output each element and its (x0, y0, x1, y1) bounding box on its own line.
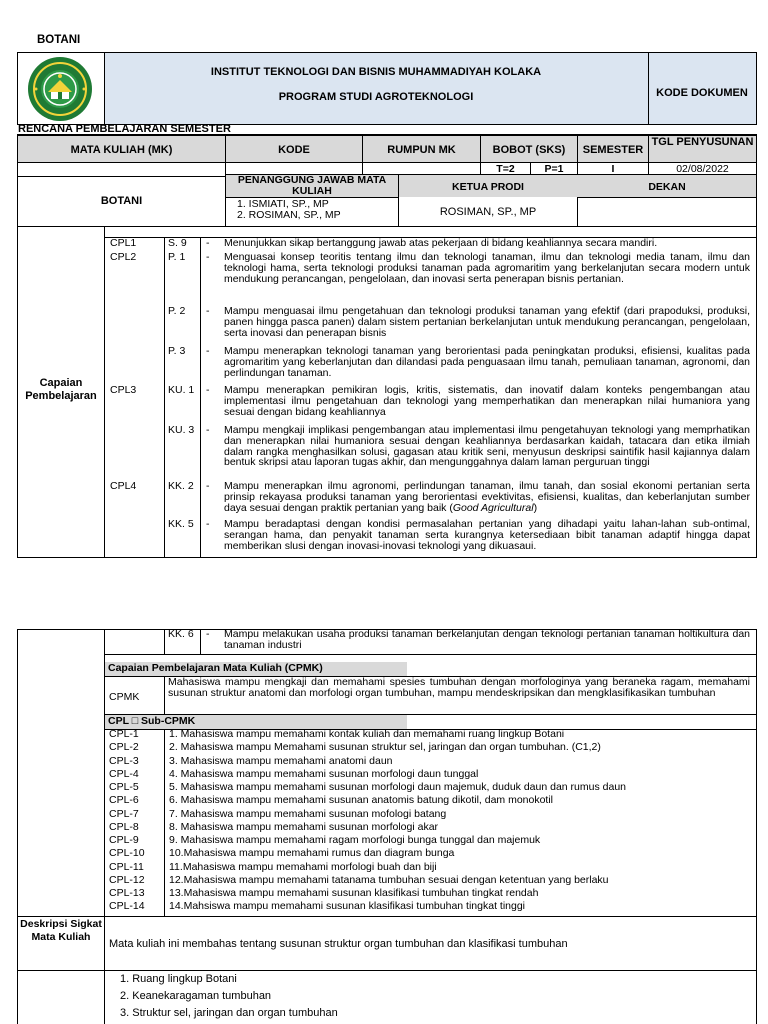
semester-value: I (611, 163, 615, 175)
cpl-code: S. 9 (168, 237, 187, 249)
cpl-text (224, 252, 750, 284)
ketua-prodi-header: KETUA PRODI (452, 181, 524, 193)
cpl-text (224, 346, 750, 378)
subcpmk-cpl: CPL-1 (109, 728, 139, 740)
subcpmk-cpl: CPL-7 (109, 807, 139, 820)
bullet-dash: - (206, 424, 210, 436)
subcpmk-text: 8. Mahasiswa mampu memahami susunan morfologi akar (169, 820, 439, 833)
cpl-text (224, 425, 750, 468)
col-rumpun-mk: RUMPUN MK (387, 144, 456, 156)
institute-name: INSTITUT TEKNOLOGI DAN BISNIS MUHAMMADIYAH KOLAKA (210, 66, 542, 78)
subcpmk-cpl: CPL-8 (109, 820, 139, 833)
header-title-cell (104, 53, 648, 124)
bullet-dash: - (206, 480, 210, 492)
subcpmk-text: 10.Mahasiswa mampu memahami rumus dan diagram bunga (169, 847, 455, 860)
ketua-prodi-name: ROSIMAN, SP., MP (439, 206, 537, 218)
dekan-header: DEKAN (648, 181, 686, 193)
course-name: BOTANI (100, 195, 143, 207)
cpl-text-body: Mampu menerapkan teknologi tanaman yang berorientasi pada peningkatan produksi, efisiensi, kualitas pada agromaritim yang keberlanjutan dan dilandasi pada penguasaan ilmu tanah, pemuliaan tanaman, agronomi, dan perlindungan tanaman. (224, 345, 750, 379)
pj-name-1: 1. ISMIATI, SP., MP (237, 198, 329, 210)
bullet-dash: - (206, 251, 210, 263)
subcpmk-cpl: CPL-6 (109, 794, 139, 807)
kk6-code: KK. 6 (168, 628, 194, 640)
cpl-id: CPL2 (110, 251, 137, 263)
cpl-text-tail: ) (533, 501, 538, 514)
cpl-code: KU. 1 (168, 384, 195, 396)
subcpmk-text: 9. Mahasiswa mampu memahami ragam morfologi bunga tunggal dan majemuk (169, 834, 541, 846)
cpmk-header: Capaian Pembelajaran Mata Kuliah (CPMK) (108, 662, 323, 674)
subcpmk-cpl: CPL-9 (109, 834, 139, 846)
cpl-code: P. 3 (168, 345, 186, 357)
bullet-dash: - (206, 305, 210, 317)
program-name: PROGRAM STUDI AGROTEKNOLOGI (278, 91, 474, 103)
bobot-t: T=2 (496, 163, 515, 175)
subcpmk-text: 4. Mahasiswa mampu memahami susunan morfologi daun tunggal (169, 767, 479, 780)
subcpmk-text: 12.Mahasiswa mampu memahami tatanama tumbuhan sesuai dengan ketentuan yang berlaku (169, 873, 609, 886)
col-semester: SEMESTER (582, 144, 644, 156)
col-kode: KODE (278, 144, 310, 156)
cpl-text (224, 519, 750, 551)
pj-header: PENANGGUNG JAWAB MATA KULIAH (237, 174, 387, 197)
cpl-text-body: Menunjukkan sikap bertanggung jawab atas pekerjaan di bidang keahliannya secara mandiri. (224, 237, 658, 249)
cpl-id: CPL3 (110, 384, 137, 396)
subcpmk-cpl: CPL-4 (109, 767, 139, 780)
bullet-dash: - (206, 345, 210, 357)
materi-item: 2. Keanekaragaman tumbuhan (120, 990, 272, 1002)
subcpmk-text: 2. Mahasiswa mampu Memahami susunan struktur sel, jaringan dan organ tumbuhan. (C1,2) (169, 741, 601, 754)
subcpmk-cpl: CPL-3 (109, 754, 139, 767)
cpl-text-body: Mampu menerapkan pemikiran logis, kritis, sistematis, dan inovatif dalam konteks pengembangan atau implementasi ilmu pengetahuan dan teknologi yang memperhatikan dan menerapkan nilai humaniora yang sesuai dengan bidang keahliannya (224, 384, 750, 418)
subcpmk-cpl: CPL-14 (109, 900, 145, 913)
subcpmk-text: 7. Mahasiswa mampu memahami susunan mofologi batang (169, 807, 447, 820)
subcpmk-cpl: CPL-10 (109, 847, 145, 860)
cpl-text-body: Mampu menguasai ilmu pengetahuan dan teknologi produksi tanaman yang efektif (dari prapoduksi, produksi, panen hingga pasca panen) dalam sistem pertanian berkelanjutan untuk mendukung perancangan, pengelolaan, serta inovasi dan penerapan bisnis (224, 305, 750, 339)
deskripsi-label: Deskripsi Sigkat Mata Kuliah (20, 918, 102, 943)
subcpmk-header: CPL □ Sub-CPMK (108, 715, 196, 727)
rps-title: RENCANA PEMBELAJARAN SEMESTER (18, 123, 231, 135)
kk6-text: Mampu melakukan usaha produksi tanaman berkelanjutan dengan teknologi pertanian tanaman holtikultura dan tanaman industri (224, 628, 750, 651)
document-label: BOTANI (37, 34, 81, 46)
kode-dokumen-label: KODE DOKUMEN (656, 87, 748, 99)
subcpmk-cpl: CPL-11 (109, 860, 144, 873)
deskripsi-text: Mata kuliah ini membahas tentang susunan struktur organ tumbuhan dan klasifikasi tumbuhan (109, 938, 568, 950)
cpl-text-body: Mampu beradaptasi dengan kondisi permasalahan pertanian yang dihadapi yaitu lahan-lahan sub-ontimal, serangan hama, dan penyakit tanaman serta kurangnya ketersediaan bibit tanaman adaptif hingga dapat memberikan slusi dengan inovasi-inovasi teknologi yang dikuasaui. (224, 518, 750, 552)
capaian-pembelajaran-label: Capaian Pembelajaran (25, 377, 97, 402)
subcpmk-text: 3. Mahasiswa mampu memahami anatomi daun (169, 754, 393, 767)
subcpmk-cpl: CPL-13 (109, 887, 145, 899)
subcpmk-text: 14.Mahsiswa mampu memahami susunan klasifikasi tumbuhan tingkat tinggi (169, 900, 526, 913)
subcpmk-cpl: CPL-5 (109, 781, 139, 793)
bullet-dash: - (206, 384, 210, 396)
cpl-code: KK. 2 (168, 480, 194, 492)
bullet-dash: - (206, 518, 210, 530)
bullet-dash: - (206, 237, 210, 249)
cpmk-label: CPMK (109, 691, 140, 703)
pj-name-2: 2. ROSIMAN, SP., MP (237, 209, 341, 221)
cpl-text-body: Mampu menerapkan ilmu agronomi, perlindungan tanaman, ilmu tanah, dan sosial ekonomi pertanian serta prinsip rekayasa produksi tanaman yang berorientasi evektivitas, efisiensi, kualitas, dan keberlanjutan sumber daya sesuai dengan praktik pertanian yang baik ( (224, 480, 750, 514)
cpmk-text: Mahasiswa mampu mengkaji dan memahami spesies tumbuhan dengan morfologinya yang beraneka ragam, memahami susunan struktur anatomi dan morfologi organ tumbuhan, mampu mendeskripsikan dan mengklasifikasikan tumbuhan (168, 676, 750, 699)
cpl-code: KK. 5 (168, 518, 194, 530)
cpl-code: P. 2 (168, 305, 186, 317)
col-mata-kuliah: MATA KULIAH (MK) (70, 144, 173, 156)
cpl-text (224, 481, 750, 513)
subcpmk-text: 6. Mahasiswa mampu memahami susunan anatomis batung dikotil, dam monokotil (169, 794, 554, 807)
cpl-text-body: Menguasai konsep teoritis tentang ilmu dan teknologi tanaman, ilmu dan teknologi media tanam, ilmu dan teknologi hama, serta teknologi produksi tanaman pada agromaritim yang berkelanjutan secara modern untuk mendukung perancangan, pengelolaan, dan inovasi serta penerapan bisnis pertanian. (224, 251, 750, 285)
subcpmk-text: 11.Mahasiswa mampu memahami morfologi buah dan biji (169, 860, 437, 873)
materi-item: 3. Struktur sel, jaringan dan organ tumbuhan (120, 1007, 338, 1019)
cpl-text (224, 306, 750, 338)
cpl-text-italic: Good Agricultural (452, 501, 534, 514)
cpl-text (224, 238, 750, 249)
subcpmk-text: 13.Mahasiswa mampu memahami susunan klasifikasi tumbuhan tingkat rendah (169, 887, 539, 899)
cpl-id: CPL1 (110, 237, 137, 249)
university-seal-icon (22, 56, 98, 122)
subcpmk-cpl: CPL-2 (109, 741, 139, 754)
tgl-value: 02/08/2022 (676, 163, 729, 175)
bobot-p: P=1 (544, 163, 564, 175)
cpl-code: P. 1 (168, 251, 186, 263)
subcpmk-text: 5. Mahasiswa mampu memahami susunan morfologi daun majemuk, duduk daun dan rumus daun (169, 781, 626, 793)
subcpmk-text: 1. Mahasiswa mampu memahami kontak kuliah dan memahami ruang lingkup Botani (169, 728, 565, 740)
cpl-code: KU. 3 (168, 424, 195, 436)
cpl-id: CPL4 (110, 480, 137, 492)
cpl-text (224, 385, 750, 417)
col-bobot-sks: BOBOT (SKS) (492, 144, 566, 156)
cpl-text-body: Mampu mengkaji implikasi pengembangan atau implementasi ilmu pengetahuyan teknologi yang memprhatikan dan menerapkan nilai humaniora sesuai dengan keahliannya berdasarkan kaidah, tatacara dan etika ilmiah dalam rangka menghasilkan solusi, gagasan atau kritik seni, menyusun deskripsi saintifik hasil kajiannya dalam bentuk skripsi atau laporan tugas akhir, dan mengunggahnya dalam laman perguruan tinggi (224, 424, 750, 469)
subcpmk-cpl: CPL-12 (109, 873, 145, 886)
col-tgl-penyusunan: TGL PENYUSUNAN (651, 136, 754, 148)
materi-item: 1. Ruang lingkup Botani (120, 973, 237, 985)
